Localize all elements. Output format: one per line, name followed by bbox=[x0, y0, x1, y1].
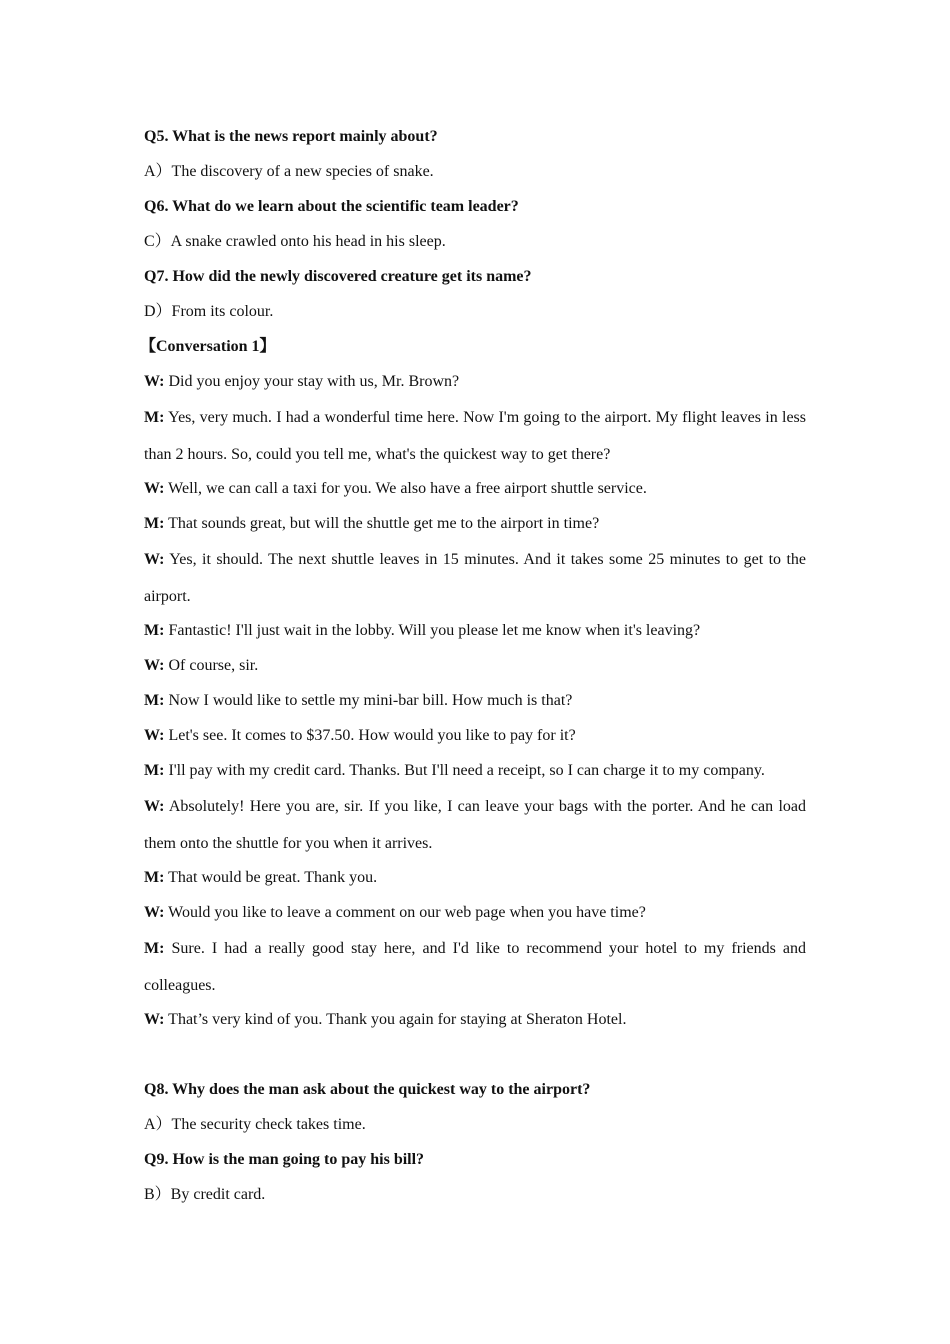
answer-q9: B）By credit card. bbox=[144, 1186, 266, 1203]
answer-q5: A）The discovery of a new species of snake. bbox=[144, 163, 434, 180]
dialogue-text: Now I would like to settle my mini-bar bill. How much is that? bbox=[164, 692, 573, 709]
dialogue-line bbox=[144, 541, 806, 615]
speaker-label: M: bbox=[144, 408, 165, 426]
dialogue-line bbox=[144, 690, 806, 712]
dialogue-line bbox=[144, 655, 806, 677]
answer-q8: A）The security check takes time. bbox=[144, 1116, 366, 1133]
answer-q6: C）A snake crawled onto his head in his sleep. bbox=[144, 233, 446, 250]
question-q8: Q8. Why does the man ask about the quickest way to the airport? bbox=[144, 1081, 591, 1098]
speaker-label: M: bbox=[144, 939, 165, 957]
dialogue-text: Let's see. It comes to $37.50. How would you like to pay for it? bbox=[164, 727, 576, 744]
dialogue-text: Absolutely! Here you are, sir. If you like, I can leave your bags with the porter. And he can load them onto the shuttle for you when it arrives. bbox=[144, 797, 806, 852]
question-q6: Q6. What do we learn about the scientific team leader? bbox=[144, 198, 519, 215]
dialogue-line bbox=[144, 478, 806, 500]
question-q7: Q7. How did the newly discovered creature get its name? bbox=[144, 268, 532, 285]
dialogue-text: That would be great. Thank you. bbox=[164, 869, 378, 886]
dialogue-line bbox=[144, 725, 806, 747]
dialogue-line bbox=[144, 902, 806, 924]
dialogue-text: Would you like to leave a comment on our web page when you have time? bbox=[164, 904, 646, 921]
conversation-title: 【Conversation 1】 bbox=[140, 338, 276, 355]
dialogue-text: Of course, sir. bbox=[164, 657, 259, 674]
speaker-label: M: bbox=[144, 762, 165, 779]
dialogue-text: Did you enjoy your stay with us, Mr. Brown? bbox=[164, 373, 460, 390]
dialogue-text: Yes, it should. The next shuttle leaves in 15 minutes. And it takes some 25 minutes to get to the airport. bbox=[144, 550, 806, 605]
dialogue-line bbox=[144, 399, 806, 473]
speaker-label: M: bbox=[144, 869, 165, 886]
speaker-label: M: bbox=[144, 692, 165, 709]
speaker-label: W: bbox=[144, 727, 165, 744]
speaker-label: W: bbox=[144, 657, 165, 674]
speaker-label: W: bbox=[144, 373, 165, 390]
question-q9: Q9. How is the man going to pay his bill? bbox=[144, 1151, 425, 1168]
question-q5: Q5. What is the news report mainly about? bbox=[144, 128, 438, 145]
dialogue-text: Sure. I had a really good stay here, and I'd like to recommend your hotel to my friends and colleagues. bbox=[144, 939, 806, 994]
dialogue-line bbox=[144, 760, 806, 782]
speaker-label: M: bbox=[144, 515, 165, 532]
dialogue-text: Well, we can call a taxi for you. We also have a free airport shuttle service. bbox=[164, 480, 647, 497]
dialogue-line bbox=[144, 620, 806, 642]
answer-q7: D）From its colour. bbox=[144, 303, 274, 320]
dialogue-text: That’s very kind of you. Thank you again for staying at Sheraton Hotel. bbox=[164, 1011, 627, 1028]
dialogue-text: That sounds great, but will the shuttle get me to the airport in time? bbox=[164, 515, 600, 532]
speaker-label: W: bbox=[144, 480, 165, 497]
dialogue-line bbox=[144, 930, 806, 1004]
speaker-label: M: bbox=[144, 622, 165, 639]
dialogue-line bbox=[144, 788, 806, 862]
dialogue-line bbox=[144, 867, 806, 889]
dialogue-text: Fantastic! I'll just wait in the lobby. Will you please let me know when it's leaving? bbox=[164, 622, 701, 639]
dialogue-line bbox=[144, 513, 806, 535]
speaker-label: W: bbox=[144, 550, 165, 568]
speaker-label: W: bbox=[144, 904, 165, 921]
speaker-label: W: bbox=[144, 797, 165, 815]
dialogue-line bbox=[144, 371, 806, 393]
speaker-label: W: bbox=[144, 1011, 165, 1028]
dialogue-line bbox=[144, 1009, 806, 1031]
dialogue-text: I'll pay with my credit card. Thanks. But I'll need a receipt, so I can charge it to my company. bbox=[164, 762, 765, 779]
dialogue-text: Yes, very much. I had a wonderful time here. Now I'm going to the airport. My flight leaves in less than 2 hours. So, could you tell me, what's the quickest way to get there? bbox=[144, 408, 806, 463]
